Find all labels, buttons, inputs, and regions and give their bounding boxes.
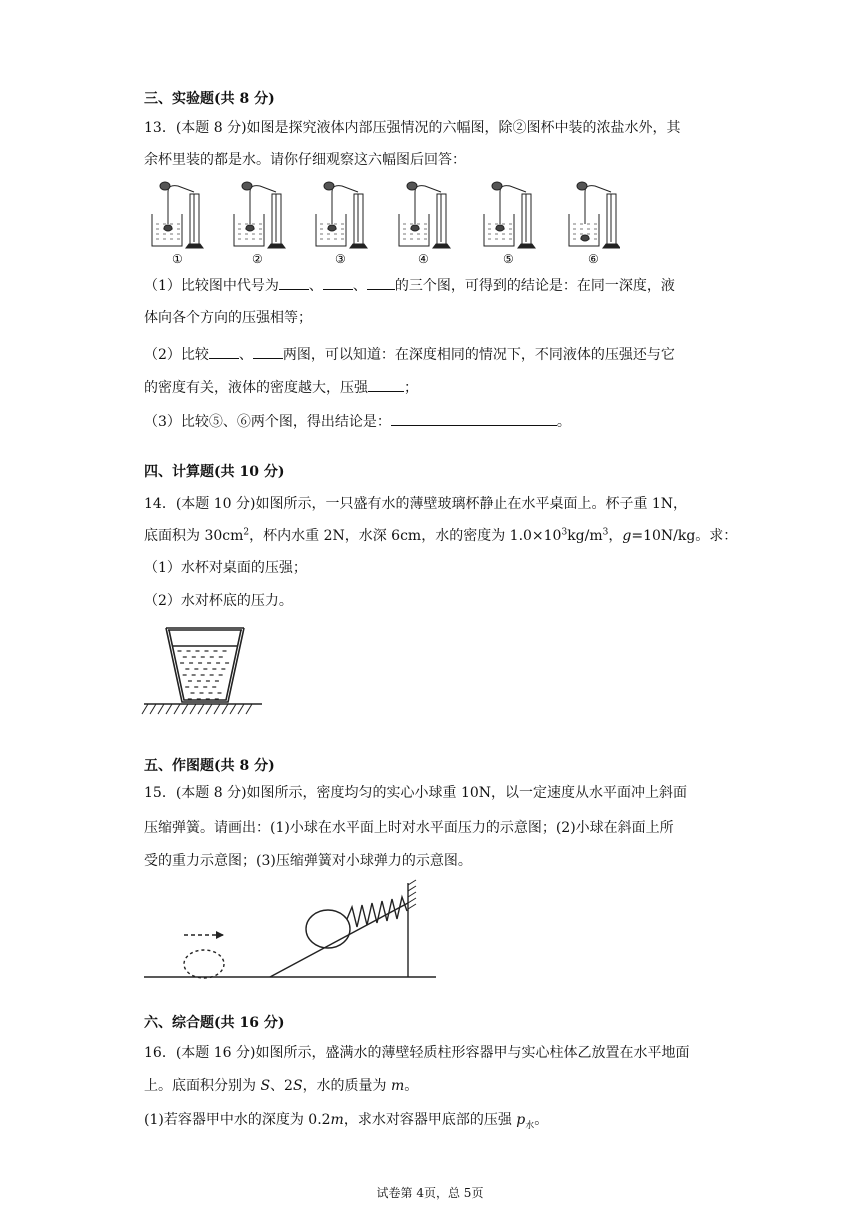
q16-text-line-3: (1)若容器甲中水的深度为 0.2m，求水对容器甲底部的压强 $p_水$。 (144, 1112, 549, 1131)
q13-part-2-line-1: （2）比较 、 两图，可以知道：在深度相同的情况下，不同液体的压强还与它 (144, 344, 675, 365)
q13-text-line-1: 13．(本题 8 分)如图是探究液体内部压强情况的六幅图，除②图杯中装的浓盐水外，其 (144, 120, 681, 136)
fig-label-2: ② (252, 252, 263, 266)
q14-text-line-1: 14．(本题 10 分)如图所示，一只盛有水的薄壁玻璃杯静止在水平桌面上。杯子重 1N， (144, 496, 688, 512)
section-4-heading: 四、计算题(共 10 分) (144, 464, 285, 480)
fig-label-1: ① (172, 252, 183, 266)
probe-apparatus (152, 182, 203, 248)
q14-subquestion-1: （1）水杯对桌面的压强； (144, 560, 307, 576)
probe-apparatus (316, 182, 367, 248)
q16-text-line-1: 16．(本题 16 分)如图所示，盛满水的薄壁轻质柱形容器甲与实心柱体乙放置在水平地面 (144, 1045, 690, 1061)
q15-text-line-1: 15．(本题 8 分)如图所示，密度均匀的实心小球重 10N，以一定速度从水平面冲上斜面 (144, 785, 688, 801)
fig-label-3: ③ (335, 252, 346, 266)
q13-text-line-2: 余杯里装的都是水。请你仔细观察这六幅图后回答： (144, 152, 466, 168)
pressure-experiment-figure (140, 178, 620, 268)
probe-apparatus (234, 182, 285, 248)
probe-apparatus (399, 182, 450, 248)
probe-apparatus (484, 182, 535, 248)
q13-part-1-line-2: 体向各个方向的压强相等； (144, 310, 312, 326)
q13-part-1-line-1: （1）比较图中代号为 、 、 的三个图，可得到的结论是：在同一深度，液 (144, 275, 675, 296)
fig-label-6: ⑥ (588, 252, 599, 266)
page-footer: 试卷第 4页，总 5页 (376, 1186, 484, 1200)
q16-text-line-2: 上。底面积分别为 S、2S，水的质量为 m。 (144, 1078, 419, 1094)
section-6-heading: 六、综合题(共 16 分) (144, 1015, 285, 1031)
q14-text-line-2: 底面积为 $30cm^2$，杯内水重 2N，水深 6cm，水的密度为 $1.0\times 10^3kg/m^3$，g=10N/kg。求： (144, 527, 738, 544)
q13-part-3: （3）比较⑤、⑥两个图，得出结论是： 。 (144, 411, 571, 432)
water-cup-figure (140, 624, 270, 718)
section-3-heading: 三、实验题(共 8 分) (144, 91, 275, 107)
q13-part-2-line-2: 的密度有关，液体的密度越大，压强 ； (144, 377, 418, 398)
incline-spring-figure (140, 873, 440, 985)
probe-apparatus (569, 182, 620, 248)
section-5-heading: 五、作图题(共 8 分) (144, 758, 275, 774)
q14-subquestion-2: （2）水对杯底的压力。 (144, 593, 293, 609)
fig-label-5: ⑤ (503, 252, 514, 266)
q15-text-line-3: 受的重力示意图；(3)压缩弹簧对小球弹力的示意图。 (144, 853, 472, 869)
fig-label-4: ④ (418, 252, 429, 266)
q15-text-line-2: 压缩弹簧。请画出：(1)小球在水平面上时对水平面压力的示意图；(2)小球在斜面上所 (144, 820, 674, 836)
